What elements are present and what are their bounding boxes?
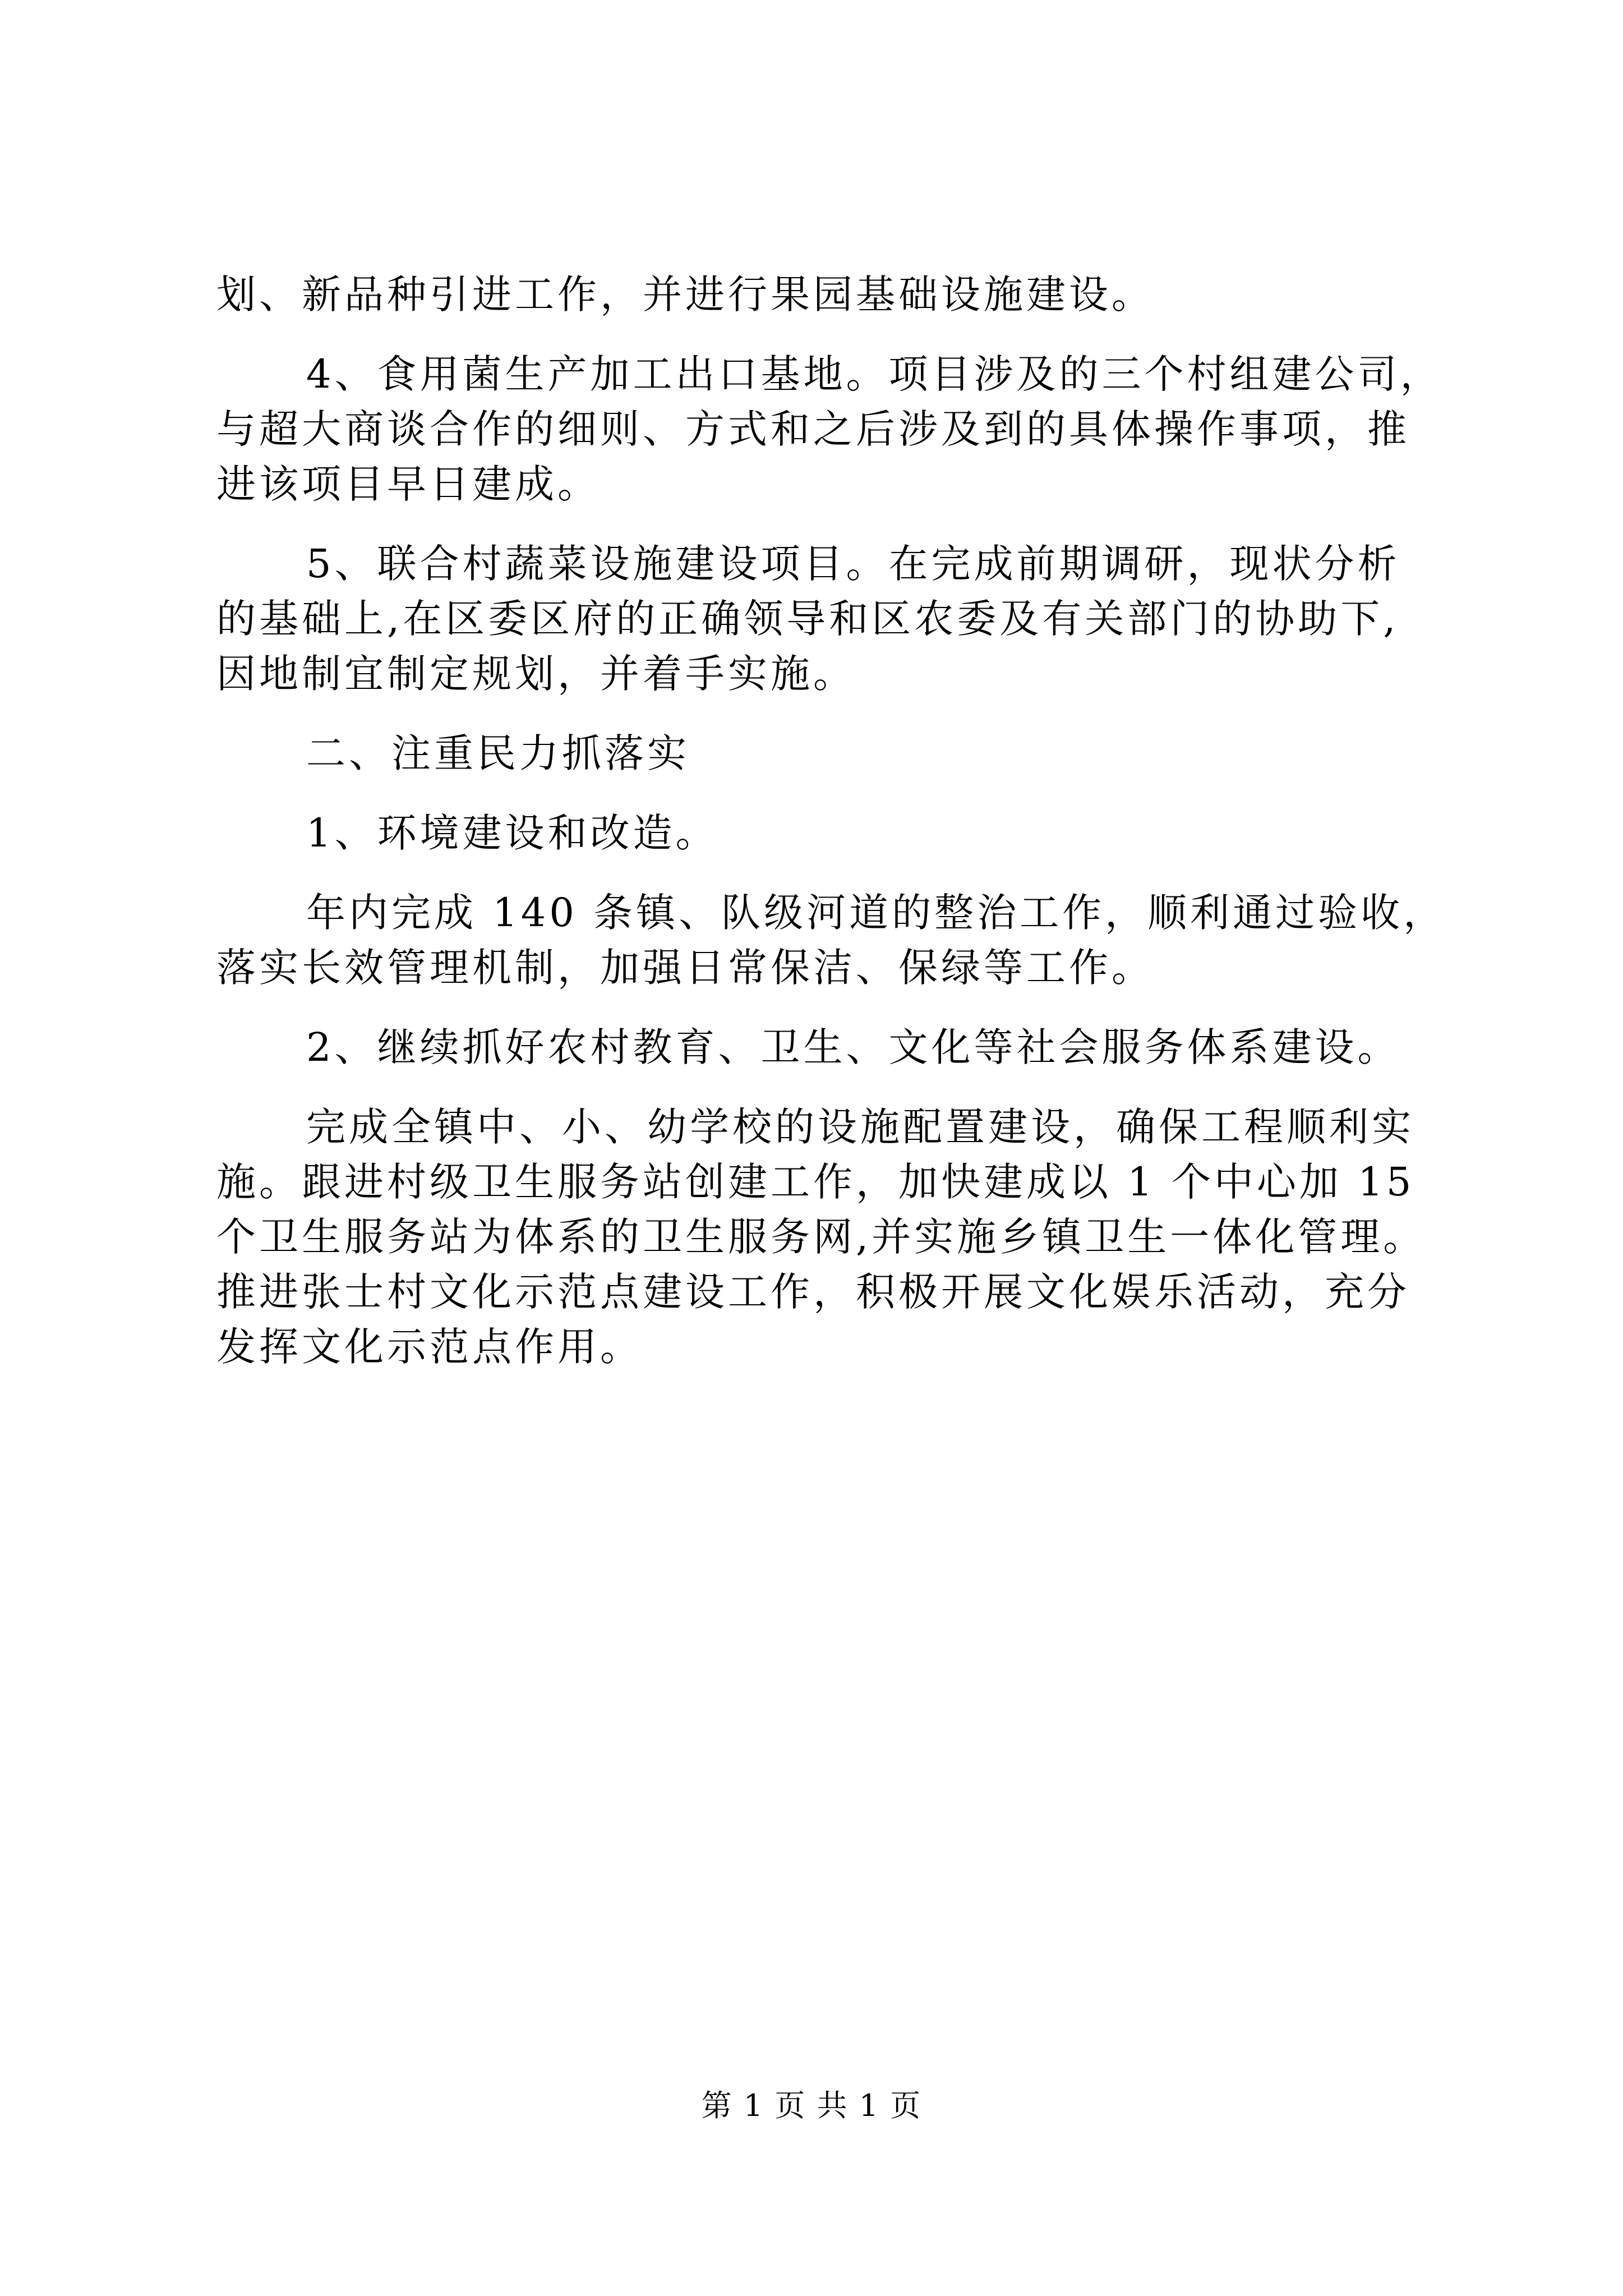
paragraph-line: 发挥文化示范点作用。	[216, 1324, 643, 1370]
paragraph-line: 个卫生服务站为体系的卫生服务网,并实施乡镇卫生一体化管理。	[216, 1214, 1426, 1260]
paragraph-line: 推进张士村文化示范点建设工作，积极开展文化娱乐活动，充分	[216, 1269, 1410, 1315]
subsection-heading: 1、环境建设和改造。	[306, 810, 718, 856]
paragraph-line: 施。跟进村级卫生服务站创建工作，加快建成以 1 个中心加 15	[216, 1159, 1415, 1205]
paragraph-line: 的基础上,在区委区府的正确领导和区农委及有关部门的协助下,	[216, 596, 1399, 642]
paragraph-line: 因地制宜制定规划，并着手实施。	[216, 651, 856, 697]
subsection-heading: 2、继续抓好农村教育、卫生、文化等社会服务体系建设。	[306, 1024, 1400, 1070]
paragraph-line: 进该项目早日建成。	[216, 461, 600, 507]
paragraph-line: 4、食用菌生产加工出口基地。项目涉及的三个村组建公司，	[306, 351, 1443, 397]
paragraph-line: 年内完成 140 条镇、队级河道的整治工作，顺利通过验收，	[306, 890, 1446, 936]
paragraph-line: 完成全镇中、小、幼学校的设施配置建设，确保工程顺利实	[306, 1104, 1414, 1150]
document-body	[216, 267, 1446, 1374]
section-heading: 二、注重民力抓落实	[306, 730, 690, 776]
paragraph-line: 划、新品种引进工作，并进行果园基础设施建设。	[216, 272, 1154, 318]
paragraph-line: 与超大商谈合作的细则、方式和之后涉及到的具体操作事项，推	[216, 406, 1410, 452]
paragraph-line: 落实长效管理机制，加强日常保洁、保绿等工作。	[216, 945, 1154, 991]
page-footer: 第 1 页 共 1 页	[701, 2088, 922, 2123]
paragraph-line: 5、联合村蔬菜设施建设项目。在完成前期调研，现状分析	[306, 541, 1400, 587]
